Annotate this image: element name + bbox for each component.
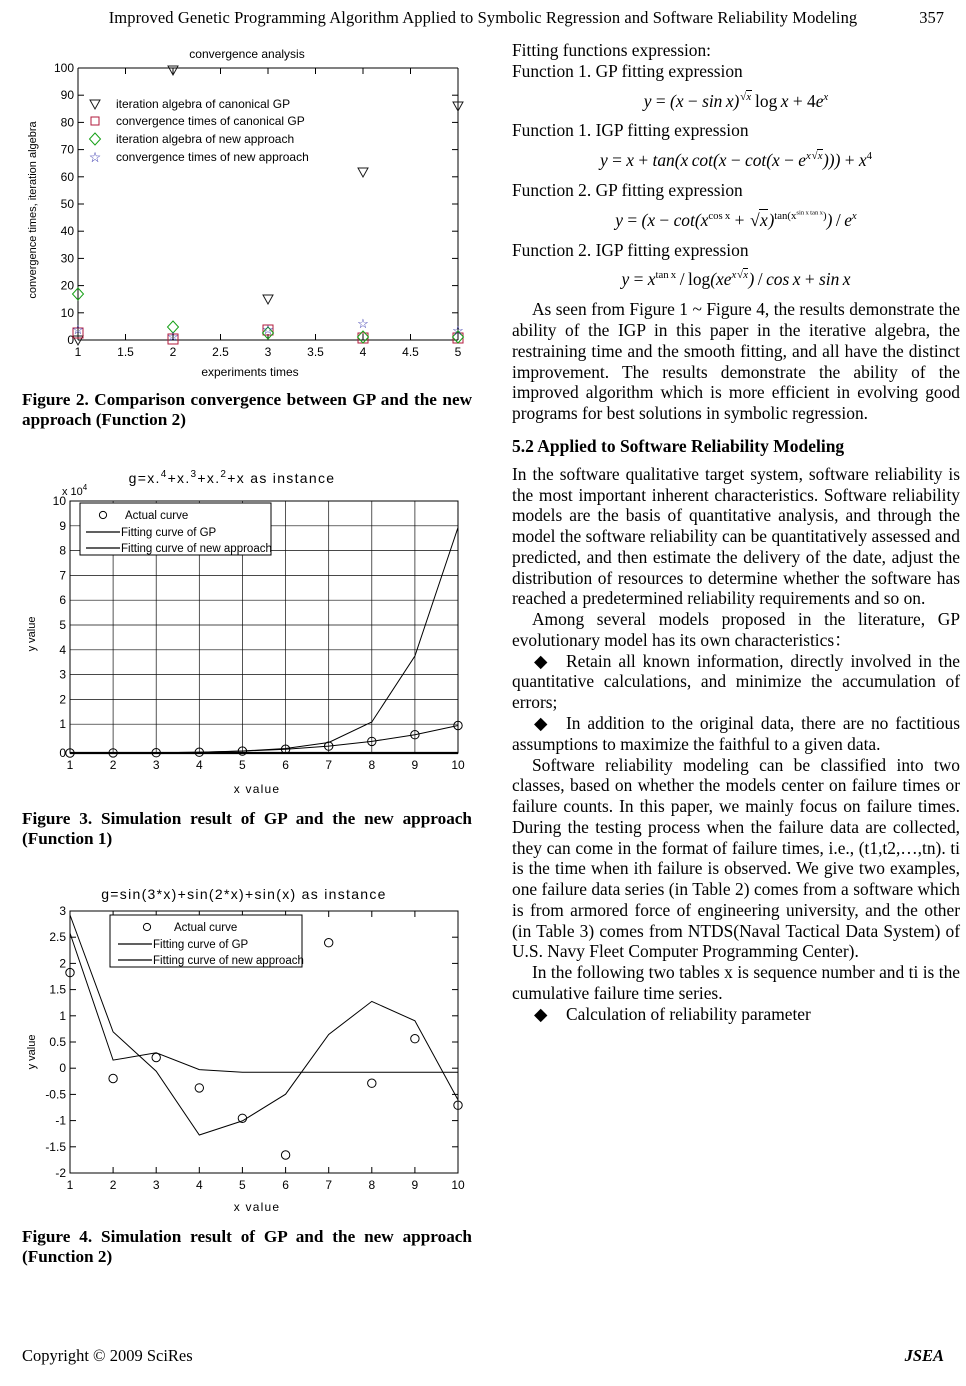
svg-text:1.5: 1.5 [49,982,66,997]
figure-4-legend-label-2: Fitting curve of GP [153,939,249,952]
svg-text:4: 4 [195,757,203,772]
svg-text:6: 6 [282,1178,289,1193]
svg-text:☆: ☆ [72,322,84,337]
svg-text:9: 9 [411,1178,419,1193]
figure-3-title: g=x.$^4$+x.$^3$+x.$^2$+x as instance [128,468,336,486]
paragraph-tables-intro: In the following two tables x is sequence number and ti is the cumulative failure time series. [512,962,960,1003]
svg-text:10: 10 [52,493,66,508]
svg-text:9: 9 [411,757,419,772]
legend-label-3: iteration algebra of new approach [116,132,295,146]
svg-text:2.5: 2.5 [212,345,229,359]
svg-text:4.5: 4.5 [402,345,419,359]
bullet-glyph-icon: ◆ [534,1003,548,1024]
svg-text:100: 100 [53,61,74,75]
svg-text:2: 2 [59,956,66,971]
svg-text:1: 1 [59,716,66,731]
figure-2-title: convergence analysis [189,47,305,61]
svg-text:80: 80 [60,115,74,130]
svg-text:1: 1 [66,757,74,772]
svg-text:3: 3 [59,904,66,919]
svg-text:3: 3 [152,1178,160,1193]
figure-2 [22,40,472,431]
figure-2-ylabel: convergence times, iteration algebra [27,121,39,299]
fitting-expression-intro: Fitting functions expression: [512,40,712,60]
figure-4 [22,877,472,1268]
figure-3-yticklabels [53,494,67,760]
svg-text:0: 0 [59,1061,66,1076]
svg-text:3: 3 [59,667,66,682]
svg-text:1: 1 [66,1178,74,1193]
svg-text:7: 7 [325,757,333,772]
page-footer [0,1346,966,1370]
legend-label-1: iteration algebra of canonical GP [116,97,291,111]
page-number: 357 [919,8,944,27]
svg-text:7: 7 [59,567,66,582]
svg-text:5: 5 [454,345,462,359]
svg-text:5: 5 [239,757,246,772]
svg-text:4: 4 [59,642,66,657]
svg-text:50: 50 [60,197,74,211]
running-head-title: Improved Genetic Programming Algorithm Applied to Symbolic Regression and Software Reliability Modeling [108,8,858,27]
figure-2-yticklabels [54,61,74,347]
figure-2-xlabel: experiments times [201,365,299,379]
figure-3-ylabel: y value [26,616,38,652]
equation-f1-gp: y = (x − sin x) √ $^x$ $\log x + 4e^x$ [512,90,960,112]
svg-text:1: 1 [59,1008,66,1023]
figure-3-legend [80,503,272,555]
svg-text:40: 40 [60,224,74,239]
svg-text:2: 2 [109,1178,117,1193]
paragraph-results: As seen from Figure 1 ~ Figure 4, the results demonstrate the ability of the IGP in this paper in the iterative algebra, the restraining time and the smooth fitting, and all have the distinct improvement. The results demonstrate the ability of the improved algorithm which is more efficient in evolving good programs for best solutions in symbolic regression. [512,299,960,424]
figure-4-ylabel: y value [26,1034,38,1070]
svg-text:90: 90 [60,88,74,103]
svg-text:6: 6 [59,592,66,607]
figure-3-xlabel: x value [233,781,281,796]
svg-text:8: 8 [59,543,66,558]
svg-text:2: 2 [59,691,66,706]
svg-text:1: 1 [74,345,82,359]
figure-3-y-exponent: x $10^4$ [62,482,88,498]
svg-text:8: 8 [368,757,376,772]
svg-text:20: 20 [60,278,74,293]
svg-text:-1: -1 [55,1113,66,1128]
figure-3-markers [66,721,462,757]
legend-marker-square-icon [91,117,99,125]
svg-text:2: 2 [109,757,117,772]
svg-text:☆: ☆ [452,323,464,338]
page-columns [0,40,966,1270]
running-head [0,8,966,28]
figure-4-title: g=sin(3*x)+sin(2*x)+sin(x) as instance [101,886,387,903]
svg-text:-0.5: -0.5 [45,1087,66,1102]
legend-label-4: convergence times of new approach [116,150,309,164]
svg-text:8: 8 [368,1178,376,1193]
legend-marker-diamond-icon [90,133,101,145]
svg-text:6: 6 [282,757,289,772]
svg-text:0.5: 0.5 [49,1035,66,1050]
svg-text:☆: ☆ [167,329,179,344]
paragraph-among-models: Among several models proposed in the literature, GP evolutionary model has its own characteristics： [512,609,960,650]
journal-abbreviation: JSEA [904,1346,944,1365]
equation-f2-igp: $y = x^{tan x} / \log(xe^{x √ x}) / \cos x + \sin x$ [512,268,960,290]
svg-text:9: 9 [59,518,66,533]
svg-text:3.5: 3.5 [307,345,324,359]
figure-2-legend [89,97,309,166]
heading-function2-igp: Function 2. IGP fitting expression [512,239,749,260]
figure-4-xlabel: x value [233,1200,281,1215]
svg-text:3: 3 [264,345,272,359]
svg-text:☆: ☆ [357,316,369,331]
legend-label-2: convergence times of canonical GP [116,114,305,128]
right-column [512,40,960,1024]
svg-text:-1.5: -1.5 [45,1139,66,1154]
figure-2-caption: Figure 2. Comparison convergence between GP and the new approach (Function 2) [22,390,472,430]
figure-3-series-new [70,527,458,753]
svg-text:7: 7 [325,1178,333,1193]
figure-4-markers [66,939,462,1160]
bullet-item-1 [512,651,960,713]
legend-marker-triangle-down-icon [90,100,100,109]
equation-f2-gp: $y = (x - \cot(x^{cos x}$ + √ $x)^{tan(x^{sin x tan x})}) / e^x$ [512,209,960,231]
figure-3-legend-label-2: Fitting curve of GP [121,526,217,539]
paragraph-classification: Software reliability modeling can be classified into two classes, based on whether the models center on failure times or failure counts. In this paper, we mainly focus on failure times. During the testing process when the failure data are collected, they can come in the format of failure times, i.e., (t1,t2,…,tn). ti is the time when ith failure is observed. We give two examples, one failure data series (in Table 2) comes from a software which is from armored force of engineering university, and the other (in Table 3) comes from NTDS(Naval Tactical Data System) of U.S. Navy Fleet Computer Programming Center). [512,754,960,962]
figure-4-yticklabels [45,904,66,1180]
svg-text:70: 70 [60,142,74,157]
bullet-item-2-text: In addition to the original data, there are no factitious assumptions to maximize the faithful to a given data. [512,713,960,754]
svg-text:-2: -2 [55,1166,66,1181]
figure-4-plot [22,877,472,1217]
svg-text:2: 2 [169,345,177,359]
bullet-glyph-icon: ◆ [534,713,548,733]
figure-4-legend [110,915,304,967]
svg-text:4: 4 [359,345,367,359]
bullet-item-2 [512,713,960,755]
bullet-item-3-text: Calculation of reliability parameter [566,1003,811,1024]
figure-3 [22,459,472,850]
equation-f1-igp: y = x + tan(x $\cot(x - \cot(x - e^{x √ x}))) + x^4$ [512,149,960,171]
bullet-item-3 [512,1004,960,1025]
svg-text:10: 10 [451,757,465,772]
figure-3-caption: Figure 3. Simulation result of GP and the new approach (Function 1) [22,808,472,848]
figure-3-series-actual [70,725,458,753]
svg-text:5: 5 [239,1178,246,1193]
svg-text:0: 0 [67,333,74,347]
paragraph-reliability: In the software qualitative target system, software reliability is the most important inherent characteristics. Software reliability models are the basis of quantitative analysis, and through the model the software reliability can be quantitatively assessed and predicted, and then estimate the delivery of the date, adjust the distribution of resources to determine whether the software has reached a predetermined reliability requirements and so on. [512,463,960,609]
bullet-glyph-icon: ◆ [534,650,548,671]
legend-marker-star-icon: ☆ [88,151,102,166]
svg-text:10: 10 [451,1178,465,1193]
svg-text:1.5: 1.5 [117,345,134,359]
bullet-item-1-text: Retain all known information, directly involved in the quantitative calculations, and minimize the accumulation of errors; [512,650,960,713]
left-column [22,40,472,1268]
copyright-notice: Copyright © 2009 SciRes [22,1346,193,1365]
svg-text:0: 0 [59,745,66,760]
svg-text:5: 5 [59,617,66,632]
heading-function2-gp: Function 2. GP fitting expression [512,179,743,200]
heading-function1-gp: Function 1. GP fitting expression [512,60,743,81]
figure-3-xticklabels [67,758,465,772]
figure-2-xticklabels [75,345,462,359]
figure-3-plot [22,459,472,799]
figure-4-caption: Figure 4. Simulation result of GP and the new approach (Function 2) [22,1227,472,1267]
figure-3-legend-label-3: Fitting curve of new approach [121,542,272,555]
heading-function1-igp: Function 1. IGP fitting expression [512,120,749,141]
svg-text:2.5: 2.5 [49,930,66,945]
svg-text:3: 3 [152,757,160,772]
section-heading-5-2: 5.2 Applied to Software Reliability Modeling [512,435,845,456]
figure-4-legend-label-1: Actual curve [174,922,238,935]
figure-3-legend-label-1: Actual curve [125,509,189,522]
svg-text:60: 60 [60,169,74,184]
figure-2-plot [22,40,472,380]
figure-4-legend-label-3: Fitting curve of new approach [153,955,304,968]
svg-text:30: 30 [60,251,74,266]
svg-text:4: 4 [195,1178,203,1193]
figure-4-xticklabels [67,1178,465,1192]
svg-text:☆: ☆ [262,322,274,337]
svg-text:10: 10 [60,305,74,320]
